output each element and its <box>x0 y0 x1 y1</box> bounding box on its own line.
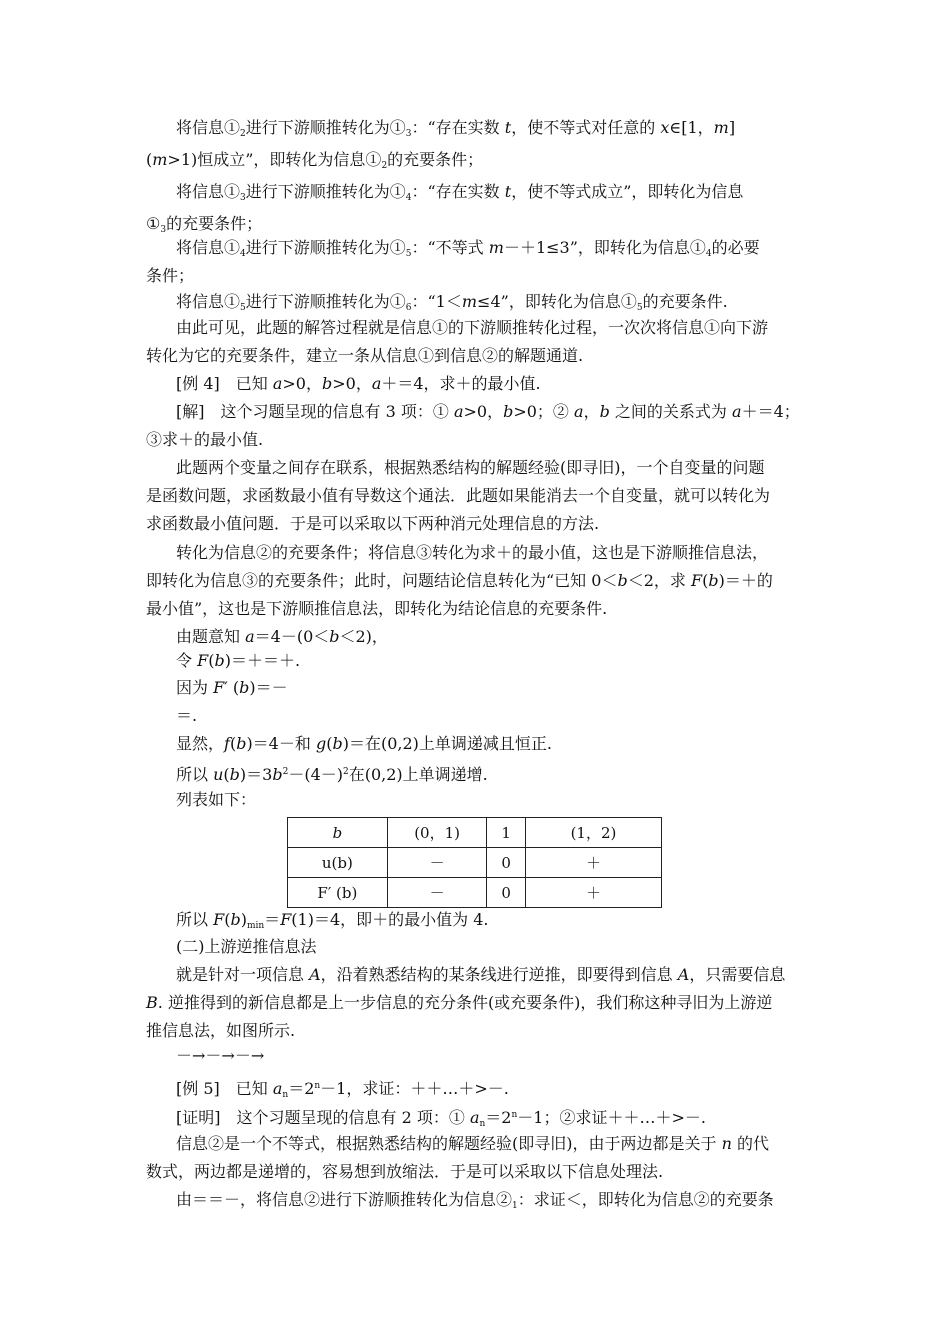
variable: a <box>272 374 283 393</box>
variable: b <box>332 823 343 842</box>
text: ：“存在实数 <box>411 118 500 137</box>
variable: b <box>230 910 241 929</box>
variable: a <box>453 402 464 421</box>
text: 进行下游顺推转化为① <box>245 238 406 257</box>
paragraph-line <box>176 182 743 208</box>
variable: t <box>504 182 512 201</box>
superscript: n <box>314 1081 321 1091</box>
subscript: 4 <box>705 249 712 259</box>
superscript: n <box>511 1110 518 1120</box>
text: ＜2)， <box>339 627 388 646</box>
subscript: 2 <box>381 161 388 171</box>
paragraph-line <box>176 1105 706 1134</box>
variable: F <box>197 651 209 670</box>
text: ( <box>146 150 153 169</box>
text: >0， <box>282 374 322 393</box>
text: 显然， <box>176 734 225 753</box>
paragraph-line <box>176 238 760 264</box>
text: ＝2 <box>485 1108 512 1127</box>
variable: F <box>213 678 225 697</box>
text: 的代 <box>731 1134 769 1153</box>
paragraph-line <box>146 1021 295 1041</box>
example-heading <box>176 1076 509 1105</box>
variable: F <box>280 910 292 929</box>
text: ≤4”，即转化为信息① <box>477 292 637 311</box>
subscript: 4 <box>240 249 246 259</box>
variable: A <box>309 965 321 984</box>
math-line <box>176 651 300 671</box>
table-row <box>288 848 662 878</box>
paragraph-line <box>176 965 785 985</box>
text: [证明] 这个习题呈现的信息有 2 项：① <box>176 1108 470 1127</box>
table-cell: 0 <box>487 878 525 908</box>
text: ( <box>208 651 215 670</box>
text: 的必要 <box>711 238 760 257</box>
paragraph-line <box>146 214 262 240</box>
paragraph-line <box>146 346 583 366</box>
variable: b <box>617 571 628 590</box>
paragraph-line <box>176 543 768 563</box>
text: －→－→－→ <box>176 1046 265 1065</box>
text: >1)恒成立”，即转化为信息① <box>167 150 382 169</box>
variable: b <box>229 765 240 784</box>
text: ：“1＜ <box>411 292 462 311</box>
text: 因为 <box>176 678 214 697</box>
text: ＝. <box>176 706 198 725</box>
subscript: 3 <box>240 193 246 203</box>
paragraph-line <box>176 1134 769 1154</box>
subscript: n <box>282 1090 289 1100</box>
text: [例 5] 已知 <box>176 1079 273 1098</box>
paragraph-line <box>146 430 263 450</box>
table-row <box>288 818 662 848</box>
subscript: 6 <box>405 303 412 313</box>
text: 数式，两边都是递增的，容易想到放缩法．于是可以采取以下信息处理法. <box>146 1162 664 1181</box>
variable: g <box>315 734 327 753</box>
variable: F <box>690 571 703 590</box>
variable: t <box>504 118 512 137</box>
text: 就是针对一项信息 <box>176 965 310 984</box>
text: ( <box>223 765 230 784</box>
variable: a <box>574 402 584 421</box>
paragraph-line <box>146 993 772 1013</box>
variable: m <box>461 292 478 311</box>
text: ：“存在实数 <box>411 182 500 201</box>
variable: n <box>721 1134 732 1153</box>
text: )＝在(0,2)上单调递减且恒正. <box>342 734 552 753</box>
text: 由题意知 <box>176 627 246 646</box>
text: )＝＋的 <box>718 571 773 590</box>
subscript: 5 <box>240 303 246 313</box>
math-line <box>176 706 197 726</box>
paragraph-line <box>146 266 194 286</box>
text: －1，求证：＋＋…＋>－. <box>320 1079 509 1098</box>
text: 进行下游顺推转化为① <box>245 292 406 311</box>
text: ( <box>702 571 709 590</box>
variable: F <box>213 910 225 929</box>
text: ＜2，求 <box>627 571 691 590</box>
text: )＝＋＝＋. <box>224 651 301 670</box>
text: )＝4－和 <box>246 734 316 753</box>
paragraph-line <box>176 118 735 144</box>
paragraph-line <box>146 150 483 176</box>
text: －1；②求证＋＋…＋>－. <box>517 1108 706 1127</box>
paragraph-line <box>146 514 599 534</box>
text: 是函数问题，求函数最小值有导数这个通法．此题如果能消去一个自变量，就可以转化为 <box>146 486 771 505</box>
variable: m <box>488 238 504 257</box>
text: [例 4] 已知 <box>176 374 273 393</box>
paragraph-line <box>176 402 800 422</box>
math-line <box>176 678 288 698</box>
text: ，只需要信息 <box>689 965 786 984</box>
variable: B <box>146 993 158 1012</box>
text: 最小值”，这也是下游顺推信息法，即转化为结论信息的充要条件. <box>146 599 608 618</box>
text: ＋＝4； <box>741 402 800 421</box>
paragraph-line <box>146 1162 663 1182</box>
text: ① <box>146 214 161 233</box>
variable: b <box>272 765 283 784</box>
text: 将信息① <box>176 118 241 137</box>
text: (二)上游逆推信息法 <box>176 937 317 956</box>
text: 将信息① <box>176 292 241 311</box>
text: . 逆推得到的新信息都是上一步信息的充分条件(或充要条件)，我们称这种寻旧为上游逆 <box>157 993 773 1012</box>
text: ，沿着熟悉结构的某条线进行逆推，即要得到信息 <box>320 965 678 984</box>
subscript: 5 <box>636 303 643 313</box>
superscript: 2 <box>343 767 349 777</box>
variable: m <box>713 118 729 137</box>
table-cell: ＋ <box>525 848 661 878</box>
variable: b <box>708 571 719 590</box>
table-cell: 1 <box>487 818 525 848</box>
text: －＋1≤3”，即转化为信息① <box>503 238 706 257</box>
math-line <box>176 627 388 647</box>
text: 转化为它的充要条件，建立一条从信息①到信息②的解题通道. <box>146 346 584 365</box>
paragraph-line <box>176 790 256 810</box>
text: 转化为信息②的充要条件；将信息③转化为求＋的最小值，这也是下游顺推信息法， <box>176 543 769 562</box>
text: >0， <box>332 374 372 393</box>
text: >0， <box>463 402 504 421</box>
variable: a <box>469 1108 480 1127</box>
variable: b <box>503 402 514 421</box>
text: 令 <box>176 651 198 670</box>
variable: x <box>660 118 670 137</box>
text: 所以 <box>176 910 214 929</box>
text: 信息②是一个不等式，根据熟悉结构的解题经验(即寻旧)，由于两边都是关于 <box>176 1134 722 1153</box>
math-line <box>176 762 488 785</box>
text: 的充要条件； <box>387 150 484 169</box>
text: ，使不等式对任意的 <box>511 118 656 137</box>
variable: a <box>245 627 255 646</box>
text: ③求＋的最小值. <box>146 430 264 449</box>
text: 进行下游顺推转化为① <box>245 118 406 137</box>
variable: u <box>213 765 224 784</box>
sign-table <box>287 817 662 908</box>
text: ＝2 <box>288 1079 315 1098</box>
table-cell: (1，2) <box>525 818 661 848</box>
text: )＝3 <box>239 765 273 784</box>
subscript: 3 <box>405 129 412 139</box>
paragraph-line <box>176 1190 774 1216</box>
text: >0；② <box>513 402 575 421</box>
table-cell: u(b) <box>288 848 388 878</box>
variable: f <box>224 734 230 753</box>
text: 由此可见，此题的解答过程就是信息①的下游顺推转化过程，一次次将信息①向下游 <box>176 318 769 337</box>
text: 由＝＝－，将信息②进行下游顺推转化为信息② <box>176 1190 513 1209</box>
subscript: 1 <box>512 1201 518 1211</box>
text: ′ ( <box>224 678 240 697</box>
text: ] <box>728 118 736 137</box>
text: ，使不等式成立”，即转化为信息 <box>511 182 744 201</box>
text: ) <box>240 910 247 929</box>
paragraph-line <box>176 292 728 318</box>
text: 的充要条件. <box>642 292 728 311</box>
text: 求函数最小值问题．于是可以采取以下两种消元处理信息的方法. <box>146 514 600 533</box>
text: 之间的关系式为 <box>609 402 733 421</box>
text: 进行下游顺推转化为① <box>245 182 406 201</box>
text: ＝ <box>264 910 281 929</box>
text: 将信息① <box>176 238 241 257</box>
text: ∈[1， <box>669 118 714 137</box>
table-cell: (0，1) <box>387 818 487 848</box>
table-cell: － <box>387 848 487 878</box>
table-cell: ＋ <box>525 878 661 908</box>
table-cell: F′ (b) <box>288 878 388 908</box>
text: [解] 这个习题呈现的信息有 3 项：① <box>176 402 454 421</box>
text: 推信息法，如图所示. <box>146 1021 296 1040</box>
variable: A <box>677 965 690 984</box>
subscript: 3 <box>160 225 167 235</box>
variable: b <box>321 374 333 393</box>
subscript: n <box>479 1119 486 1129</box>
table-cell: 0 <box>487 848 525 878</box>
variable: a <box>371 374 382 393</box>
math-line <box>176 910 489 936</box>
text: ， <box>583 402 600 421</box>
variable: a <box>732 402 742 421</box>
table-row <box>288 878 662 908</box>
text: －(4－) <box>288 765 343 784</box>
paragraph-line <box>176 318 768 338</box>
section-heading <box>176 937 317 957</box>
text: 所以 <box>176 765 214 784</box>
variable: b <box>599 402 610 421</box>
variable: a <box>272 1079 283 1098</box>
text: ＝4－(0＜ <box>254 627 330 646</box>
subscript: 5 <box>405 249 412 259</box>
superscript: 2 <box>282 767 289 777</box>
text: 在(0,2)上单调递增. <box>348 765 488 784</box>
math-line <box>176 734 552 754</box>
variable: b <box>332 734 343 753</box>
text: ＋＝4，求＋的最小值. <box>381 374 541 393</box>
paragraph-line <box>176 458 765 478</box>
text: 列表如下： <box>176 790 257 809</box>
text: 条件； <box>146 266 195 285</box>
table-cell <box>288 818 388 848</box>
text: 的充要条件； <box>166 214 263 233</box>
text: (1)＝4，即＋的最小值为 4. <box>291 910 489 929</box>
text: ：求证＜，即转化为信息②的充要条 <box>517 1190 774 1209</box>
arrow-chain <box>176 1046 264 1066</box>
variable: b <box>214 651 225 670</box>
paragraph-line <box>146 599 607 619</box>
subscript: min <box>246 921 265 931</box>
example-heading <box>176 374 541 394</box>
table-cell: － <box>387 878 487 908</box>
text: 即转化为信息③的充要条件；此时，问题结论信息转化为“已知 0＜ <box>146 571 618 590</box>
subscript: 2 <box>240 129 246 139</box>
text: ( <box>229 734 237 753</box>
text: ( <box>326 734 333 753</box>
variable: b <box>239 678 250 697</box>
variable: m <box>152 150 168 169</box>
variable: b <box>329 627 340 646</box>
text: )＝－ <box>249 678 288 697</box>
subscript: 4 <box>405 193 412 203</box>
text: ：“不等式 <box>411 238 484 257</box>
variable: b <box>236 734 247 753</box>
paragraph-line <box>146 571 773 591</box>
paragraph-line <box>146 486 770 506</box>
text: ( <box>224 910 231 929</box>
text: 此题两个变量之间存在联系，根据熟悉结构的解题经验(即寻旧)，一个自变量的问题 <box>176 458 765 477</box>
text: 将信息① <box>176 182 241 201</box>
